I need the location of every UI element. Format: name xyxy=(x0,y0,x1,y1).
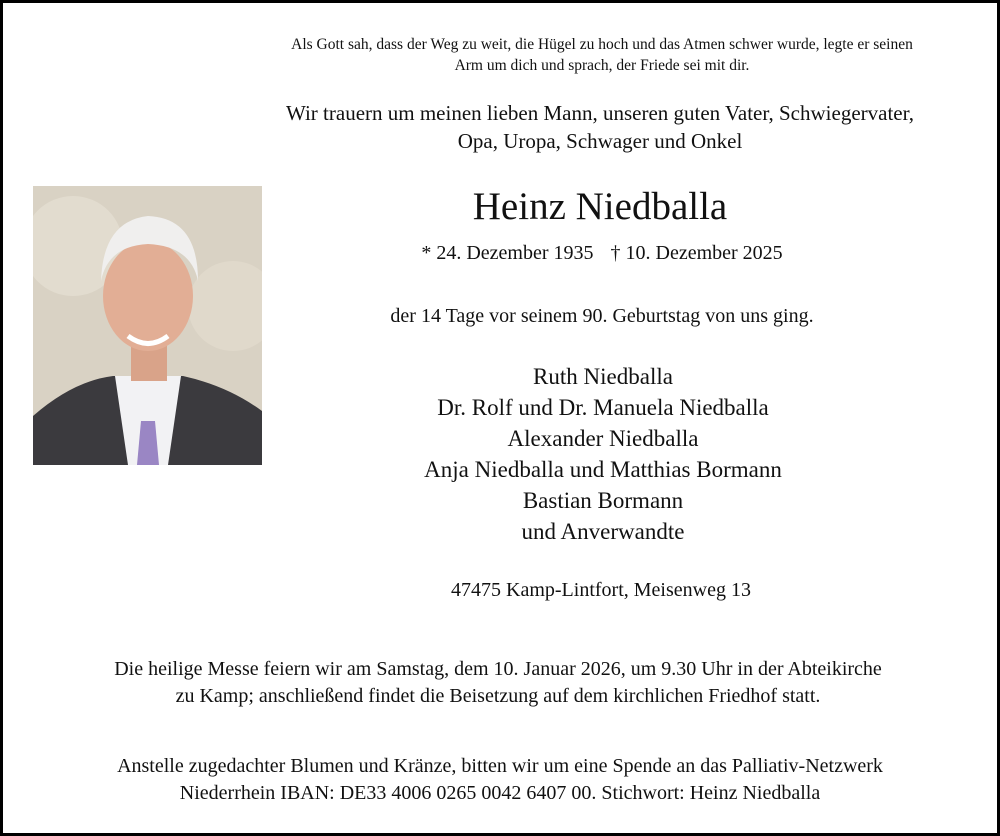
address: 47475 Kamp-Lintfort, Meisenweg 13 xyxy=(451,579,751,601)
family-list xyxy=(424,361,782,547)
intro-line: Opa, Uropa, Schwager und Onkel xyxy=(457,129,743,153)
donation-info xyxy=(117,753,883,807)
family-member: Dr. Rolf und Dr. Manuela Niedballa xyxy=(437,395,769,420)
family-member: Ruth Niedballa xyxy=(533,364,673,389)
age-note: der 14 Tage vor seinem 90. Geburtstag von uns ging. xyxy=(390,305,814,327)
family-member: Alexander Niedballa xyxy=(507,426,699,451)
quote-line: Arm um dich und sprach, der Friede sei mit dir. xyxy=(454,57,750,74)
quote xyxy=(291,34,913,76)
intro-line: Wir trauern um meinen lieben Mann, unseren guten Vater, Schwiegervater, xyxy=(285,101,915,125)
quote-line: Als Gott sah, dass der Weg zu weit, die Hügel zu hoch und das Atmen schwer wurde, legte er seinen xyxy=(291,36,913,53)
life-dates xyxy=(415,242,788,265)
family-member: Bastian Bormann xyxy=(522,488,684,513)
deceased-name: Heinz Niedballa xyxy=(472,185,728,228)
mass-info xyxy=(114,656,882,710)
mass-line: Die heilige Messe feiern wir am Samstag, dem 10. Januar 2026, um 9.30 Uhr in der Abteikirche xyxy=(114,658,882,680)
mass-line: zu Kamp; anschließend findet die Beisetzung auf dem kirchlichen Friedhof statt. xyxy=(175,685,821,707)
intro xyxy=(286,99,914,155)
birth-date: * 24. Dezember 1935 xyxy=(421,242,594,264)
portrait-photo xyxy=(33,186,262,465)
family-member: und Anverwandte xyxy=(521,519,685,544)
family-member: Anja Niedballa und Matthias Bormann xyxy=(424,457,782,482)
death-date: † 10. Dezember 2025 xyxy=(610,242,783,264)
donation-line: Niederrhein IBAN: DE33 4006 0265 0042 6407 00. Stichwort: Heinz Niedballa xyxy=(179,782,821,804)
donation-line: Anstelle zugedachter Blumen und Kränze, bitten wir um eine Spende an das Palliativ-Netzwerk xyxy=(117,755,883,777)
